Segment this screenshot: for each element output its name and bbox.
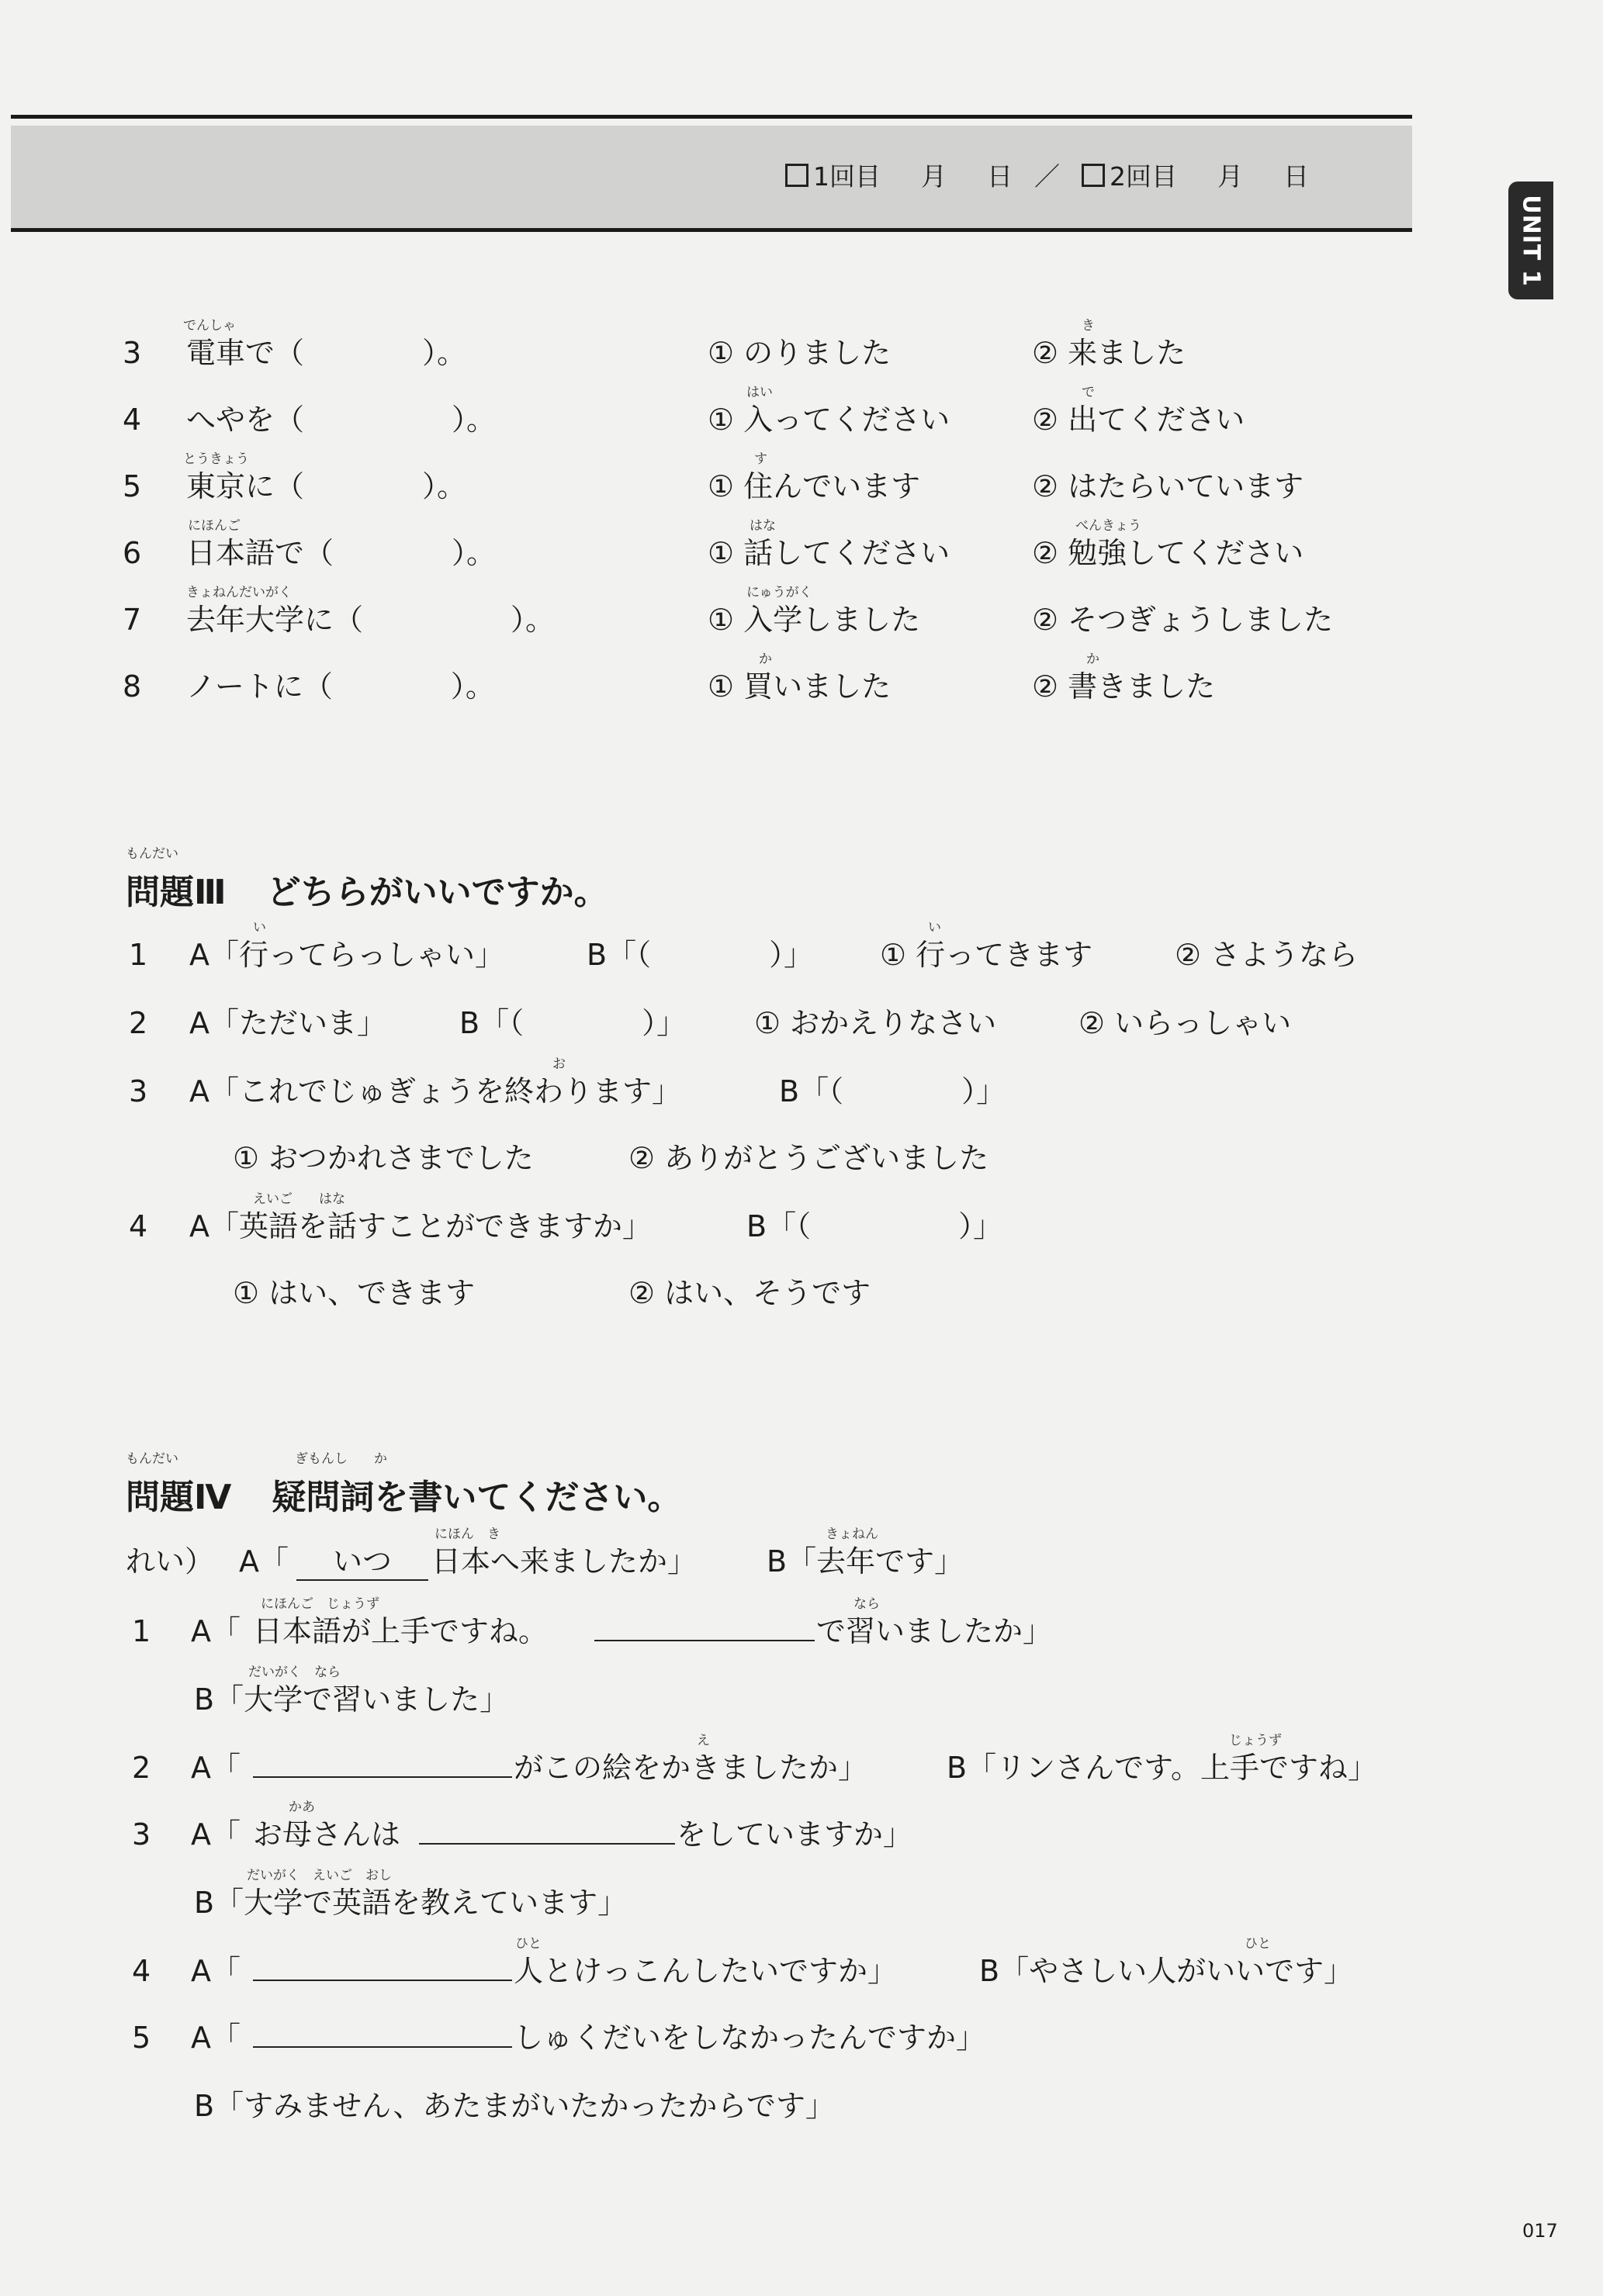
speaker-b-line: B「大学で習いました」 xyxy=(194,1682,510,1717)
speaker-a-end: 人とけっこんしたいですか」 xyxy=(514,1954,898,1988)
option-2: ② さようなら xyxy=(1175,938,1359,972)
option-2: ② 出てください xyxy=(1032,403,1245,437)
speaker-a-line: A「行ってらっしゃい」 xyxy=(189,938,504,972)
furigana: じょうず xyxy=(1229,1733,1282,1748)
speaker-a-open: A「 xyxy=(191,1954,241,1988)
speaker-a-open: A「 xyxy=(191,1614,241,1648)
furigana: い xyxy=(928,920,941,935)
furigana: か xyxy=(1086,652,1099,667)
example-label: れい） xyxy=(126,1544,215,1578)
speaker-b-line: B「すみません、あたまがいたかったからです」 xyxy=(194,2089,835,2123)
furigana: え xyxy=(697,1733,710,1748)
section-4-heading xyxy=(126,1451,682,1519)
item-number: 2 xyxy=(132,1751,151,1785)
speaker-a-end: で習いましたか」 xyxy=(816,1614,1053,1648)
furigana: で xyxy=(1082,385,1095,400)
speaker-b-line: B「去年です」 xyxy=(767,1544,964,1578)
page-number: 017 xyxy=(1522,2220,1558,2242)
furigana: にほんご じょうず xyxy=(261,1596,379,1612)
item-number: 7 xyxy=(123,603,142,637)
speaker-a-line: A「英語を話すことができますか」 xyxy=(189,1209,652,1243)
speaker-b-line: B「やさしい人がいいです」 xyxy=(979,1954,1354,1988)
option-1: ① 住んでいます xyxy=(708,469,921,503)
second-month-label: 月 xyxy=(1217,161,1243,192)
speaker-a-end: しゅくだいをしなかったんですか」 xyxy=(514,2021,986,2055)
second-attempt-checkbox[interactable] xyxy=(1082,164,1105,187)
furigana: はい xyxy=(746,385,773,400)
furigana: でんしゃ xyxy=(183,318,236,334)
option-2: ② はたらいています xyxy=(1032,469,1304,503)
item-number: 3 xyxy=(132,1817,151,1852)
option-1: ① のりました xyxy=(708,336,892,370)
furigana: とうきょう xyxy=(183,451,249,467)
speaker-a-line: A「これでじゅぎょうを終わります」 xyxy=(189,1074,681,1108)
speaker-a-text: お母さんは xyxy=(253,1817,401,1852)
first-day-label: 日 xyxy=(987,161,1013,192)
furigana: す xyxy=(754,451,767,467)
option-2: ② 書きました xyxy=(1032,669,1216,704)
furigana: きょねん xyxy=(826,1527,878,1542)
item-number: 8 xyxy=(123,669,142,704)
speaker-a-line: A「ただいま」 xyxy=(189,1006,386,1040)
question-text: 日本語で（ ）。 xyxy=(186,536,497,570)
option-1: ① おつかれさまでした xyxy=(233,1141,534,1175)
header-rule xyxy=(11,228,1412,232)
item-number: 6 xyxy=(123,536,142,570)
speaker-a-open: A「 xyxy=(191,1751,241,1785)
furigana: かあ xyxy=(289,1800,315,1815)
option-1: ① 入ってください xyxy=(708,403,950,437)
option-1: ① はい、できます xyxy=(233,1276,476,1310)
unit-tab xyxy=(1508,182,1553,299)
speaker-a-open: A「 xyxy=(191,1817,241,1852)
speaker-a-end: がこの絵をかきましたか」 xyxy=(514,1751,868,1785)
answer-blank[interactable] xyxy=(253,2023,512,2048)
speaker-a-open: A「 xyxy=(239,1544,289,1578)
speaker-b-line: B「（ ）」 xyxy=(746,1209,1003,1243)
section-title: どちらがいいですか。 xyxy=(266,873,608,912)
section-3-heading xyxy=(126,846,608,914)
item-number: 3 xyxy=(129,1074,148,1108)
furigana: だいがく えいご おし xyxy=(247,1868,392,1883)
question-text: 電車で（ ）。 xyxy=(186,336,467,370)
section-label: 問題Ⅲ xyxy=(126,873,227,912)
option-2: ② 来ました xyxy=(1032,336,1186,370)
furigana: もんだい xyxy=(126,846,178,862)
option-2: ② そつぎょうしました xyxy=(1032,603,1334,637)
item-number: 4 xyxy=(132,1954,151,1988)
item-number: 3 xyxy=(123,336,142,370)
section-label: 問題Ⅳ xyxy=(126,1478,232,1517)
unit-tab-label: UNIT 1 xyxy=(1517,194,1545,287)
section-title: 疑問詞を書いてください。 xyxy=(272,1478,682,1517)
speaker-b-line: B「（ ）」 xyxy=(587,938,814,972)
speaker-b-line: B「（ ）」 xyxy=(779,1074,1006,1108)
date-separator: ／ xyxy=(1034,161,1060,192)
option-1: ① 話してください xyxy=(708,536,950,570)
first-attempt-checkbox[interactable] xyxy=(785,164,808,187)
answer-blank[interactable] xyxy=(419,1820,675,1845)
question-text: 去年大学に（ ）。 xyxy=(186,603,556,637)
answer-blank[interactable] xyxy=(253,1753,512,1778)
option-2: ② いらっしゃい xyxy=(1078,1006,1292,1040)
item-number: 5 xyxy=(123,469,142,503)
furigana: い xyxy=(253,920,266,935)
option-1: ① 行ってきます xyxy=(880,938,1093,972)
study-date-record xyxy=(785,157,1309,193)
speaker-a-rest: 日本へ来ましたか」 xyxy=(431,1544,698,1578)
example-answer: いつ xyxy=(296,1547,428,1581)
second-attempt-label: 2回目 xyxy=(1110,161,1177,192)
furigana: お xyxy=(552,1056,566,1072)
furigana: か xyxy=(759,652,772,667)
speaker-b-line: B「リンさんです。上手ですね」 xyxy=(947,1751,1378,1785)
furigana: ひと xyxy=(515,1936,542,1952)
second-day-label: 日 xyxy=(1283,161,1309,192)
first-month-label: 月 xyxy=(921,161,947,192)
option-2: ② ありがとうございました xyxy=(628,1141,989,1175)
item-number: 2 xyxy=(129,1006,148,1040)
furigana: えいご はな xyxy=(253,1191,345,1207)
furigana: ぎもんし か xyxy=(295,1451,387,1467)
item-number: 5 xyxy=(132,2021,151,2055)
furigana: き xyxy=(1082,318,1095,334)
option-2: ② 勉強してください xyxy=(1032,536,1304,570)
speaker-b-line: B「（ ）」 xyxy=(459,1006,687,1040)
furigana: だいがく なら xyxy=(248,1665,341,1680)
top-rule xyxy=(11,115,1412,119)
question-text: 東京に（ ）。 xyxy=(186,469,467,503)
speaker-a-end: をしていますか」 xyxy=(677,1817,913,1852)
speaker-a-open: A「 xyxy=(191,2021,241,2055)
speaker-b-line: B「大学で英語を教えています」 xyxy=(194,1886,628,1920)
option-2: ② はい、そうです xyxy=(628,1276,871,1310)
furigana: にほん き xyxy=(435,1527,500,1542)
option-1: ① 入学しました xyxy=(708,603,921,637)
question-text: へやを（ ）。 xyxy=(186,403,497,437)
furigana: きょねんだいがく xyxy=(186,585,292,600)
furigana: はな xyxy=(750,518,776,534)
furigana: ひと xyxy=(1245,1936,1271,1952)
item-number: 4 xyxy=(123,403,142,437)
furigana: なら xyxy=(853,1596,880,1612)
first-attempt-label: 1回目 xyxy=(813,161,881,192)
item-number: 1 xyxy=(129,938,148,972)
option-1: ① おかえりなさい xyxy=(754,1006,997,1040)
furigana: にゅうがく xyxy=(746,585,812,600)
speaker-a-text: 日本語が上手ですね。 xyxy=(253,1614,549,1648)
option-1: ① 買いました xyxy=(708,669,892,704)
answer-blank[interactable] xyxy=(253,1956,512,1981)
answer-blank[interactable] xyxy=(594,1617,815,1641)
question-text: ノートに（ ）。 xyxy=(186,669,495,704)
item-number: 4 xyxy=(129,1209,148,1243)
furigana: もんだい xyxy=(126,1451,178,1467)
furigana: べんきょう xyxy=(1075,518,1141,534)
furigana: にほんご xyxy=(188,518,241,534)
item-number: 1 xyxy=(132,1614,151,1648)
